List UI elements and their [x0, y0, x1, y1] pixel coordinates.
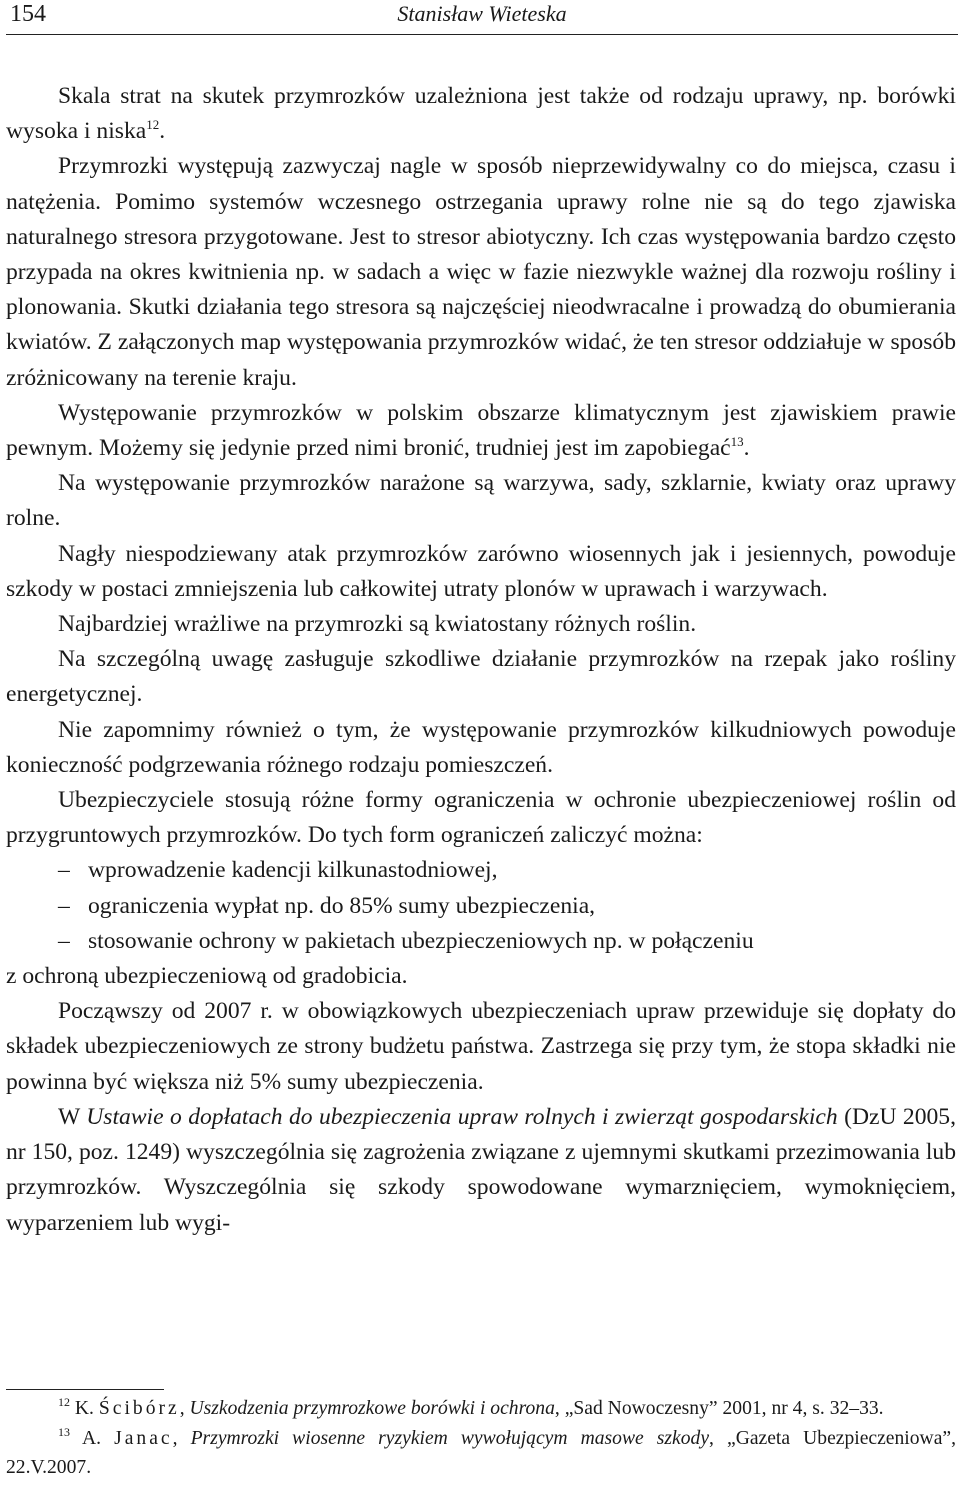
paragraph: Począwszy od 2007 r. w obowiązkowych ubezpieczeniach upraw przewiduje się dopłaty do składek ubezpieczeniowych ze strony budżetu państwa. Zastrzega się przy tym, że stopa składki nie powinna być większa niż 5% sumy ubezpieczenia.	[6, 998, 956, 1095]
running-head-author: Stanisław Wieteska	[397, 1, 567, 26]
paragraph: Występowanie przymrozków w polskim obszarze klimatycznym jest zjawiskiem prawie pewnym. Możemy się jedynie przed nimi bronić, trudniej jest im zapobiegać$^{13}$.	[6, 399, 956, 462]
running-header	[6, 0, 958, 35]
footnote: $^{12}$ K. Ścibórz, Uszkodzenia przymrozkowe borówki i ochrona, „Sad Nowoczesny” 2001, nr 4, s. 32–33.	[58, 1395, 884, 1419]
limitation-list	[6, 853, 956, 959]
page-number: 154	[10, 1, 46, 27]
footnote-ref[interactable]: 12	[146, 117, 160, 133]
paragraph: Ubezpieczyciele stosują różne formy ograniczenia w ochronie ubezpieczeniowej roślin od przygruntowych przymrozków. Do tych form ograniczeń zaliczyć można:	[6, 787, 956, 849]
paragraph: Nagły niespodziewany atak przymrozków zarówno wiosennych jak i jesiennych, powoduje szkody w postaci zmniejszenia lub całkowitej utraty plonów w uprawach i warzywach.	[6, 540, 956, 602]
list-item: – wprowadzenie kadencji kilkunastodniowej,	[6, 853, 956, 888]
list-continuation: z ochroną ubezpieczeniową od gradobicia.	[6, 963, 408, 990]
paragraph: Nie zapomnimy również o tym, że występowanie przymrozków kilkudniowych powoduje konieczność podgrzewania różnego rodzaju pomieszczeń.	[6, 716, 956, 778]
footnote-separator	[6, 1389, 164, 1390]
list-item: – stosowanie ochrony w pakietach ubezpieczeniowych np. w połączeniu	[6, 924, 956, 959]
dash-bullet: –	[58, 892, 70, 919]
paragraph: Skala strat na skutek przymrozków uzależniona jest także od rodzaju uprawy, np. borówki wysoka i niska$^{12}$.	[6, 83, 956, 145]
paragraph: Najbardziej wrażliwe na przymrozki są kwiatostany różnych roślin.	[58, 611, 697, 638]
paragraph: Na występowanie przymrozków narażone są warzywa, sady, szklarnie, kwiaty oraz uprawy rolne.	[6, 470, 956, 532]
dash-bullet: –	[58, 857, 70, 884]
paragraph: Na szczególną uwagę zasługuje szkodliwe działanie przymrozków na rzepak jako rośliny energetycznej.	[6, 646, 956, 708]
act-title: Ustawie o dopłatach do ubezpieczenia upraw rolnych i zwierząt gospodarskich	[86, 1103, 838, 1130]
list-item: – ograniczenia wypłat np. do 85% sumy ubezpieczenia,	[6, 889, 956, 924]
footnote: $^{13}$ A. Janac, Przymrozki wiosenne ryzykiem wywołującym masowe szkody, „Gazeta Ubezpieczeniowa”, 22.V.2007.	[6, 1424, 956, 1479]
dash-bullet: –	[58, 927, 70, 954]
body-text	[6, 79, 956, 1241]
paragraph: Przymrozki występują zazwyczaj nagle w sposób nieprzewidywalny co do miejsca, czasu i natężenia. Pomimo systemów wczesnego ostrzegania uprawy rolne nie są do tego zjawiska naturalnego stresora przygotowane. Jest to stresor abiotyczny. Ich czas występowania bardzo często przypada na okres kwitnienia np. w sadach a więc w fazie niezwykle ważnej dla rozwoju rośliny i plonowania. Skutki działania tego stresora są najczęściej nieodwracalne i prowadzą do obumierania kwiatów. Z załączonych map występowania przymrozków widać, że ten stresor oddziałuje w sposób zróżnicowany na terenie kraju.	[6, 153, 956, 391]
paragraph: W Ustawie o dopłatach do ubezpieczenia upraw rolnych i zwierząt gospodarskich (DzU 2005, nr 150, poz. 1249) wyszczególnia się zagrożenia związane z ujemnymi skutkami przezimowania lub przymrozków. Wyszczególnia się szkody spowodowane wymarznięciem, wymoknięciem, wyparzeniem lub wygi-	[6, 1103, 956, 1236]
footnote-ref[interactable]: 13	[730, 434, 744, 450]
footnotes	[6, 1394, 956, 1483]
